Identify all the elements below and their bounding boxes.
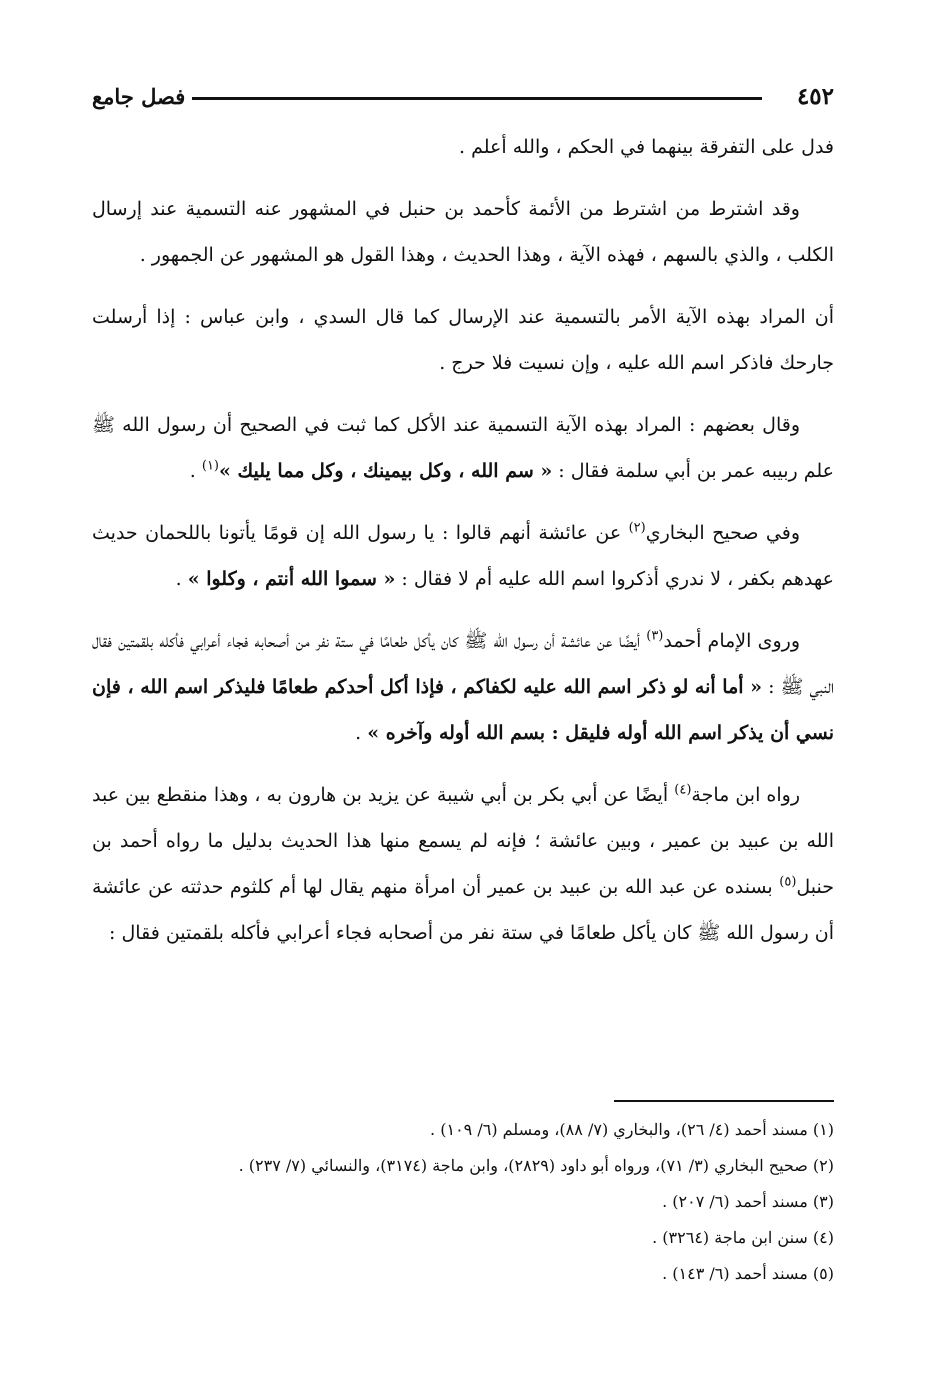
paragraph-4-end: . xyxy=(189,460,202,482)
footnote-2: (٢) صحيح البخاري (٣/ ٧١)، ورواه أبو داود (٢٨٢٩)، وابن ماجة (٣١٧٤)، والنسائي (٧/ ٢٣٧) . xyxy=(238,1156,834,1175)
paragraph-1-text: فدل على التفرقة بينهما في الحكم ، والله أعلم . xyxy=(459,136,834,158)
paragraph-2 xyxy=(92,186,834,278)
hadith-quote: « أما أنه لو ذكر اسم الله عليه لكفاكم ، فإذا أكل أحدكم طعامًا فليذكر اسم الله ، فإن نسي أن يذكر اسم الله أوله فليقل : بسم الله أوله وآخره » xyxy=(92,676,834,744)
paragraph-7-text-end: بسنده عن عبد الله بن عبيد بن عمير أن امرأة منهم يقال لها أم كلثوم حدثته عن عائشة أن رسول الله ﷺ كان يأكل طعامًا في ستة نفر من أصحابه فجاء أعرابي فأكله بلقمتين فقال : xyxy=(92,876,834,944)
footnote-ref[interactable]: (١) xyxy=(201,458,219,474)
paragraph-1 xyxy=(92,124,834,170)
paragraph-7-text-cont: أيضًا عن أبي بكر بن أبي شيبة عن يزيد بن هارون به ، وهذا منقطع بين عبد الله بن عبيد بن عمير ، وبين عائشة ؛ فإنه لم يسمع منها هذا الحديث بدليل ما رواه أحمد بن حنبل xyxy=(92,784,834,898)
paragraph-7 xyxy=(92,772,834,956)
paragraph-6-end: . xyxy=(355,722,368,744)
paragraph-5 xyxy=(92,510,834,602)
running-title: فصل جامع xyxy=(92,84,186,109)
paragraph-3-text: أن المراد بهذه الآية الأمر بالتسمية عند الإرسال كما قال السدي ، وابن عباس : إذا أرسلت جارحك فاذكر اسم الله عليه ، وإن نسيت فلا حرج . xyxy=(92,306,834,374)
footnote-3: (٣) مسند أحمد (٦/ ٢٠٧) . xyxy=(662,1192,834,1211)
paragraph-4-text: وقال بعضهم : المراد بهذه الآية التسمية عند الأكل كما ثبت في الصحيح أن رسول الله ﷺ علم ربيبه عمر بن أبي سلمة فقال : xyxy=(92,414,834,482)
footnote-4: (٤) سنن ابن ماجة (٣٢٦٤) . xyxy=(652,1228,834,1247)
paragraph-5-end: . xyxy=(175,568,188,590)
paragraph-6-text: وروى الإمام أحمد xyxy=(663,630,800,652)
paragraph-7-text: رواه ابن ماجة xyxy=(691,784,801,806)
paragraph-2-text: وقد اشترط من اشترط من الأئمة كأحمد بن حنبل في المشهور عنه التسمية عند إرسال الكلب ، والذي بالسهم ، فهذه الآية ، وهذا الحديث ، وهذا القول هو المشهور عن الجمهور . xyxy=(92,198,834,266)
footnotes xyxy=(134,1112,834,1292)
paragraph-6-text-cont: أيضًا عن عائشة أن رسول الله ﷺ كان يأكل طعامًا في ستة نفر من أصحابه فجاء أعرابي فأكله بلقمتين فقال النبي ﷺ : xyxy=(92,630,835,698)
paragraph-6 xyxy=(92,618,834,756)
main-text xyxy=(92,124,834,972)
paragraph-5-text-cont: عن عائشة أنهم قالوا : يا رسول الله إن قومًا يأتونا باللحمان حديث عهدهم بكفر ، لا ندري أذكروا اسم الله عليه أم لا فقال : xyxy=(92,522,834,590)
page-number: ٤٥٢ xyxy=(796,83,834,110)
hadith-quote: « سموا الله أنتم ، وكلوا » xyxy=(187,568,396,590)
paragraph-3 xyxy=(92,294,834,386)
footnote-separator xyxy=(614,1100,834,1102)
footnote-ref[interactable]: (٥) xyxy=(779,874,797,890)
hadith-quote: « سم الله ، وكل بيمينك ، وكل مما يليك » xyxy=(219,460,553,482)
footnote-1: (١) مسند أحمد (٤/ ٢٦)، والبخاري (٧/ ٨٨)، ومسلم (٦/ ١٠٩) . xyxy=(430,1120,834,1139)
footnote-ref[interactable]: (٣) xyxy=(646,628,664,644)
footnote-ref[interactable]: (٤) xyxy=(674,782,692,798)
paragraph-5-text: وفي صحيح البخاري xyxy=(645,522,800,544)
paragraph-4 xyxy=(92,402,834,494)
page-header xyxy=(92,82,834,116)
footnote-ref[interactable]: (٢) xyxy=(628,520,646,536)
footnote-5: (٥) مسند أحمد (٦/ ١٤٣) . xyxy=(662,1264,834,1283)
header-rule xyxy=(192,97,762,100)
